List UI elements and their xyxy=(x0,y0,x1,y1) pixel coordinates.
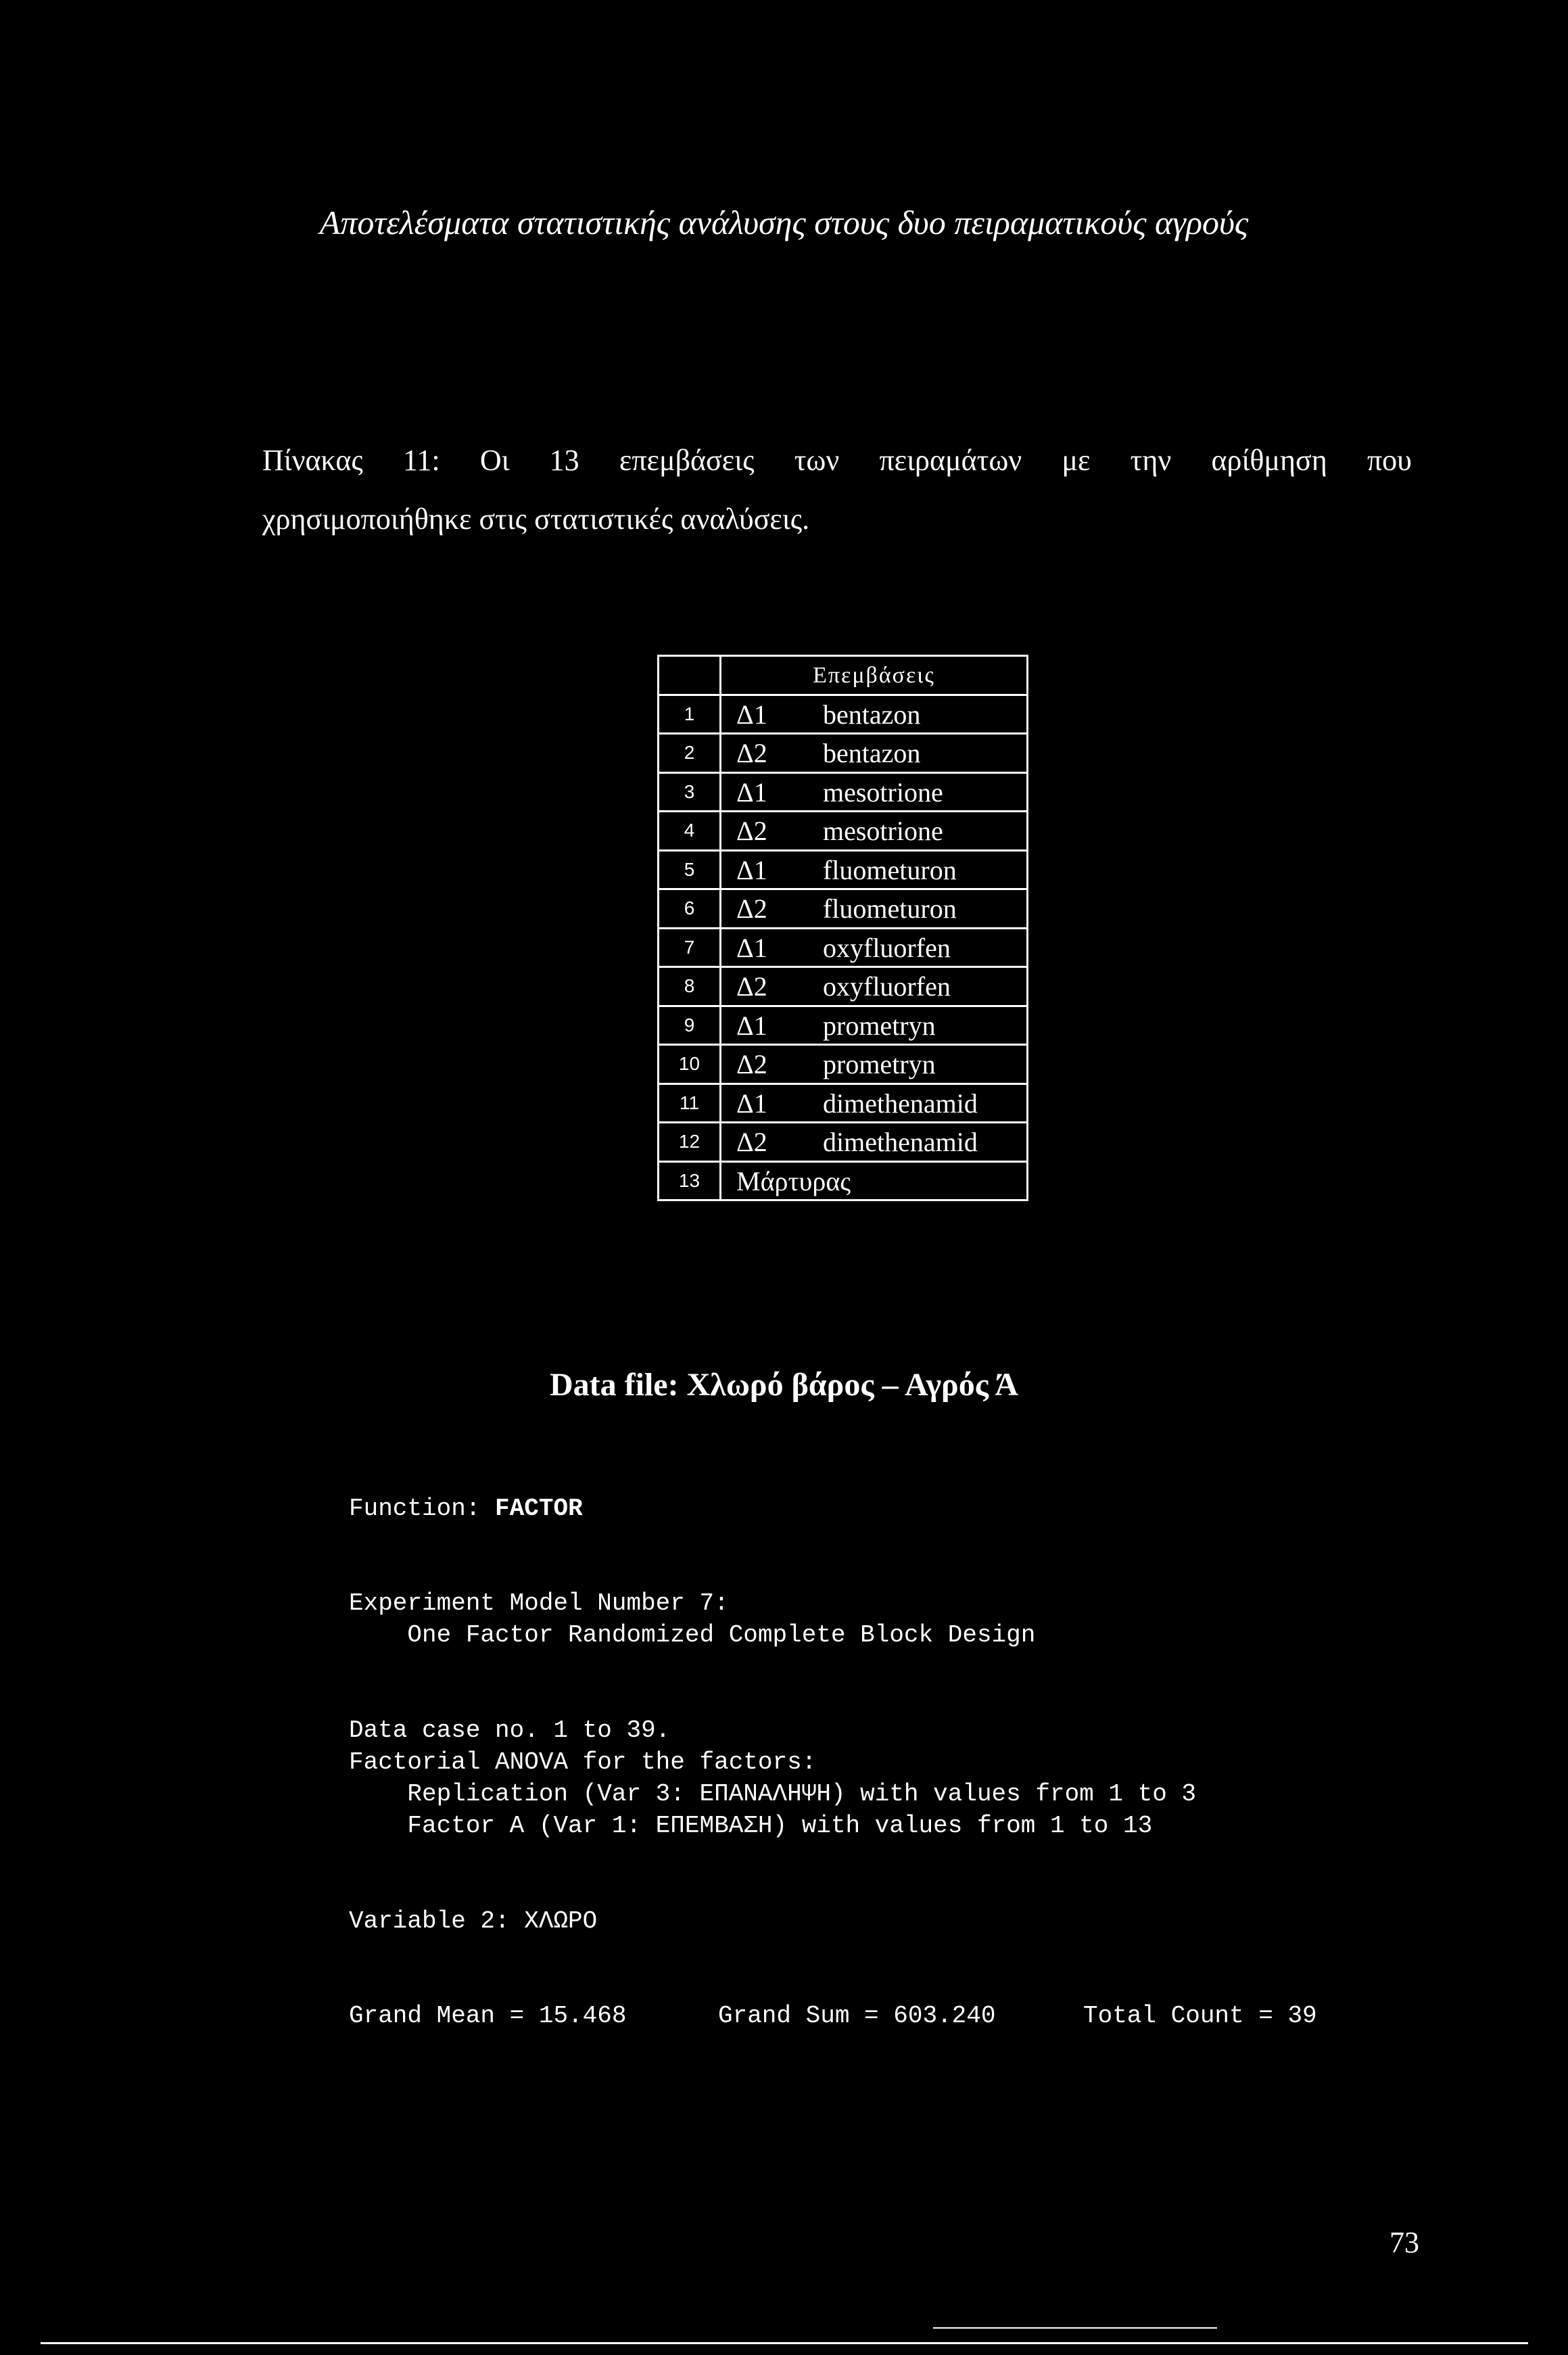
table-row xyxy=(659,968,1028,1007)
caption-word: 11: xyxy=(403,444,440,477)
table-row-herbicide: dimethenamid xyxy=(823,1123,1028,1161)
table-row-number: 5 xyxy=(659,852,721,889)
table-row-number: 4 xyxy=(659,812,721,849)
table-row-number: 7 xyxy=(659,929,721,966)
table-row-number: 8 xyxy=(659,968,721,1005)
table-row-control xyxy=(659,1163,1028,1202)
table-row-number: 2 xyxy=(659,735,721,772)
table-row-herbicide: mesotrione xyxy=(823,812,1028,849)
table-row-number: 11 xyxy=(659,1085,721,1122)
function-label: Function: xyxy=(349,1495,496,1522)
table-row-dose: Δ1 xyxy=(736,932,767,963)
caption-word: Οι xyxy=(479,444,510,477)
function-line xyxy=(349,1495,583,1522)
table-row-number: 3 xyxy=(659,774,721,811)
caption-word: που xyxy=(1367,444,1412,477)
table-row-dose: Δ1 xyxy=(736,699,767,730)
caption-word: 13 xyxy=(549,444,579,477)
table-caption-line-1 xyxy=(262,443,1412,477)
footer-short-rule xyxy=(933,2327,1217,2329)
caption-word: των xyxy=(794,444,840,477)
footer-long-rule xyxy=(41,2342,1528,2344)
table-row-number: 12 xyxy=(659,1123,721,1161)
experiment-model-line: Experiment Model Number 7: xyxy=(349,1589,729,1617)
table-row-dose: Δ1 xyxy=(736,854,767,885)
table-row-control-label: Μάρτυρας xyxy=(721,1163,1028,1200)
table-row xyxy=(659,890,1028,929)
table-row xyxy=(659,852,1028,891)
table-row xyxy=(659,1007,1028,1046)
table-row xyxy=(659,696,1028,735)
table-row-herbicide: prometryn xyxy=(823,1046,1028,1083)
table-row-dose: Δ2 xyxy=(736,816,767,846)
table-row-herbicide: mesotrione xyxy=(823,774,1028,811)
table-row-dose: Δ2 xyxy=(736,893,767,924)
table-caption-line-2: χρησιμοποιήθηκε στις στατιστικές αναλύσεις. xyxy=(262,503,810,536)
table-row-dose: Δ1 xyxy=(736,1088,767,1119)
table-row xyxy=(659,929,1028,969)
factor-a-line: Factor A (Var 1: ΕΠΕΜΒΑΣΗ) with values from 1 to 13 xyxy=(349,1812,1153,1840)
table-row xyxy=(659,1123,1028,1163)
table-row-herbicide: prometryn xyxy=(823,1007,1028,1044)
table-row xyxy=(659,1046,1028,1085)
total-count: Total Count = 39 xyxy=(1083,2002,1317,2030)
page-number: 73 xyxy=(1389,2226,1419,2259)
caption-word: πειραμάτων xyxy=(879,444,1022,477)
treatments-table xyxy=(657,655,1028,1201)
table-row xyxy=(659,774,1028,813)
table-row-number: 6 xyxy=(659,890,721,927)
variable-line: Variable 2: ΧΛΩΡΟ xyxy=(349,1907,598,1935)
section-heading: Αποτελέσματα στατιστικής ανάλυσης στους δυο πειραματικούς αγρούς xyxy=(319,204,1249,241)
grand-mean: Grand Mean = 15.468 xyxy=(349,2002,627,2030)
table-row-herbicide: bentazon xyxy=(823,735,1028,772)
table-row-herbicide: fluometuron xyxy=(823,890,1028,927)
table-row-dose: Δ1 xyxy=(736,1010,767,1041)
caption-word: αρίθμηση xyxy=(1211,444,1327,477)
table-row-dose: Δ1 xyxy=(736,776,767,808)
table-header-label: Επεμβάσεις xyxy=(721,657,1028,694)
grand-sum: Grand Sum = 603.240 xyxy=(718,2002,996,2030)
data-case-line: Data case no. 1 to 39. xyxy=(349,1717,671,1744)
table-header-row xyxy=(659,657,1028,696)
table-row-number: 1 xyxy=(659,696,721,733)
caption-word: την xyxy=(1130,444,1172,477)
caption-word: με xyxy=(1062,444,1091,477)
function-value: FACTOR xyxy=(495,1495,583,1522)
table-row xyxy=(659,735,1028,774)
caption-word: επεμβάσεις xyxy=(619,444,755,477)
factorial-anova-line: Factorial ANOVA for the factors: xyxy=(349,1748,817,1776)
table-row-dose: Δ2 xyxy=(736,1049,767,1079)
table-row-number: 9 xyxy=(659,1007,721,1044)
table-row-dose: Δ2 xyxy=(736,738,767,768)
table-row-herbicide: oxyfluorfen xyxy=(823,929,1028,966)
table-row-herbicide: dimethenamid xyxy=(823,1085,1028,1122)
table-row-number: 13 xyxy=(659,1163,721,1200)
table-row xyxy=(659,812,1028,852)
table-row-number: 10 xyxy=(659,1046,721,1083)
table-row-herbicide: bentazon xyxy=(823,696,1028,733)
table-row-herbicide: fluometuron xyxy=(823,852,1028,889)
data-file-title: Data file: Χλωρό βάρος – Αγρός Ά xyxy=(549,1367,1019,1403)
caption-word: Πίνακας xyxy=(262,444,363,477)
table-header-empty-cell xyxy=(659,657,721,694)
replication-factor-line: Replication (Var 3: ΕΠΑΝΑΛΗΨΗ) with values from 1 to 3 xyxy=(349,1780,1197,1808)
table-row-dose: Δ2 xyxy=(736,1127,767,1157)
table-row-dose: Δ2 xyxy=(736,971,767,1002)
table-row-herbicide: oxyfluorfen xyxy=(823,968,1028,1005)
experiment-design-line: One Factor Randomized Complete Block Design xyxy=(349,1621,1036,1649)
table-row xyxy=(659,1085,1028,1124)
